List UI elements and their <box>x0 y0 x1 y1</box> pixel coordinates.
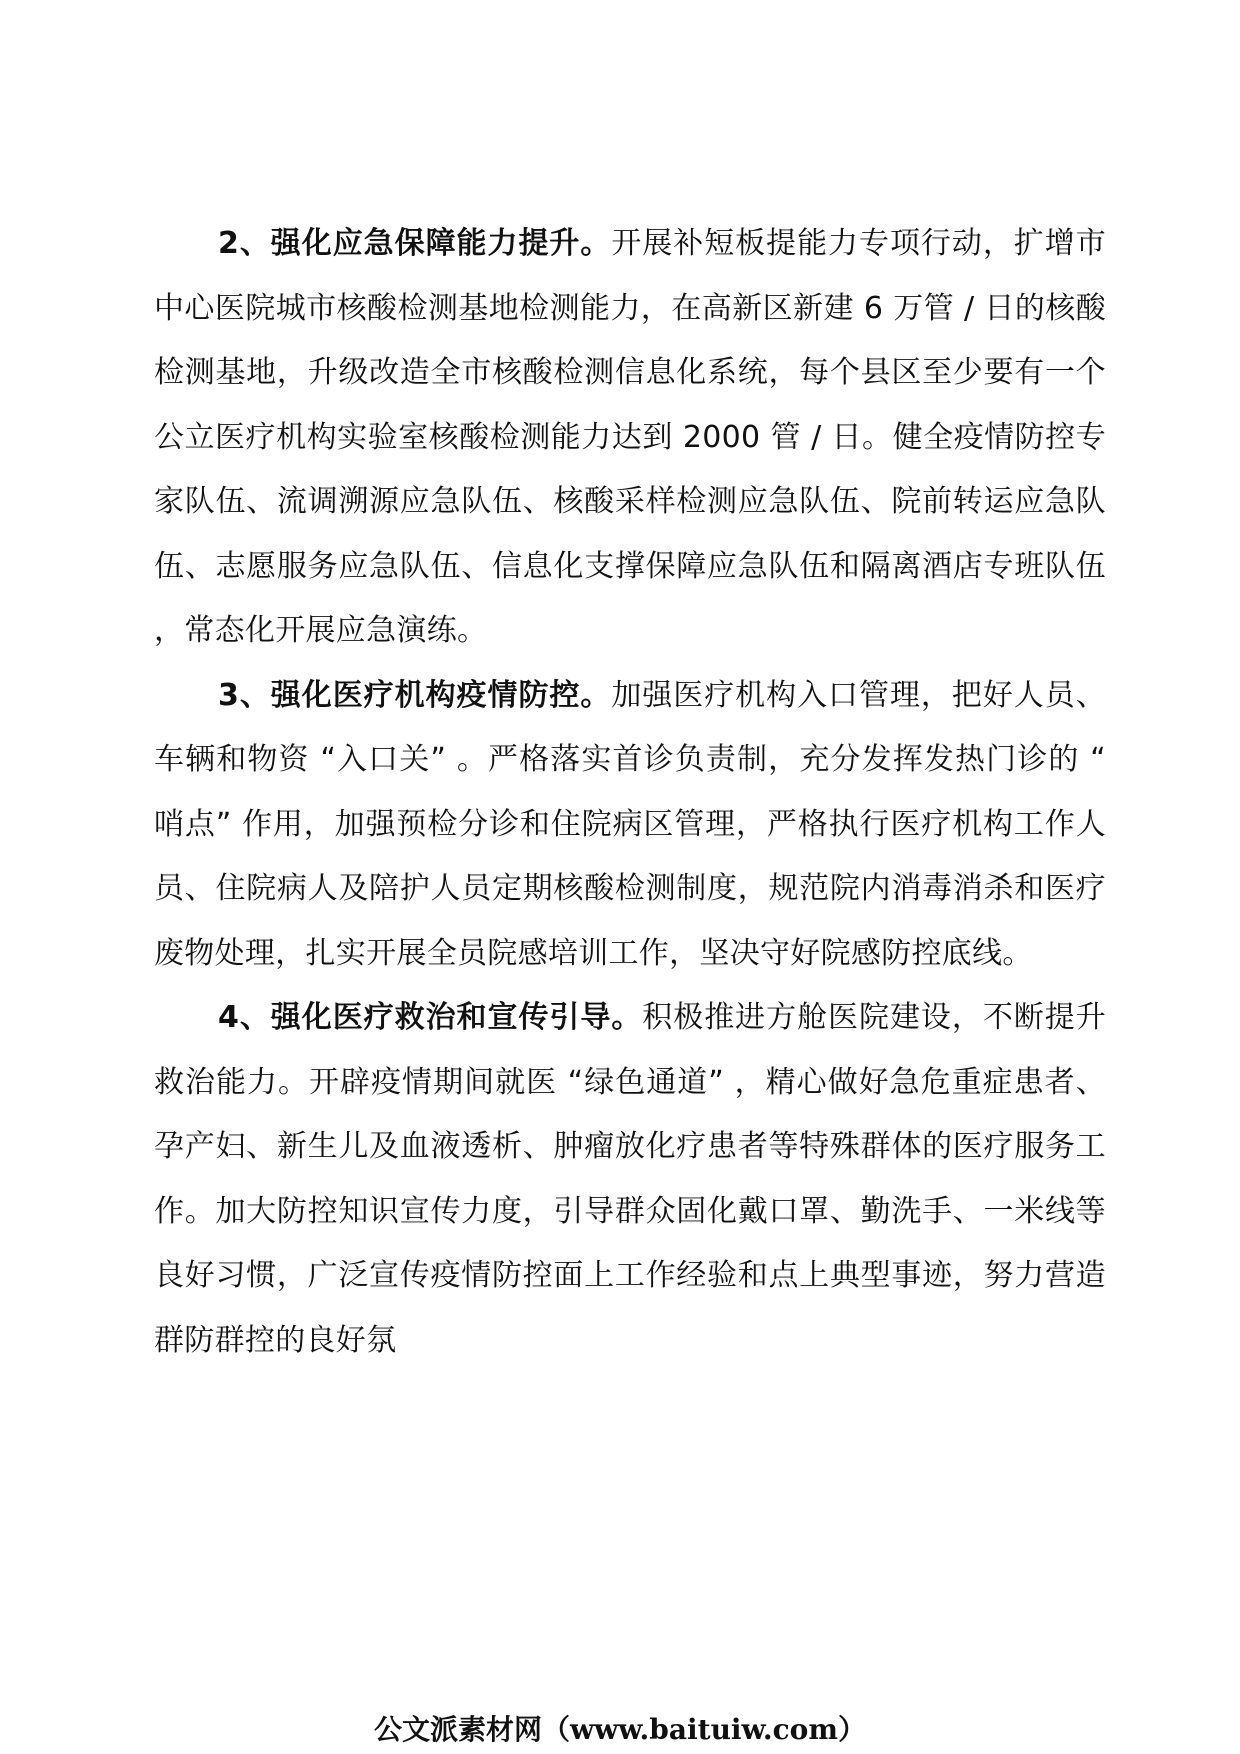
footer-watermark: 公文派素材网（www.baituiw.com） <box>374 1713 866 1746</box>
paragraph-text: 加强医疗机构入口管理，把好人员、车辆和物资 “入口关” 。严格落实首诊负责制，充分发挥发热门诊的 “哨点” 作用，加强预检分诊和住院病区管理，严格执行医疗机构工作人员、住院病人及陪护人员定期核酸检测制度，规范院内消毒消杀和医疗废物处理，扎实开展全员院感培训工作，坚决守好院感防控底线。 <box>154 677 1106 971</box>
paragraph-text: 积极推进方舱医院建设，不断提升救治能力。开辟疫情期间就医 “绿色通道” ，精心做好急危重症患者、孕产妇、新生儿及血液透析、肿瘤放化疗患者等特殊群体的医疗服务工作。加大防控知识宣传力度，引导群众固化戴口罩、勤洗手、一米线等良好习惯，广泛宣传疫情防控面上工作经验和点上典型事迹，努力营造群防群控的良好氛 <box>154 1000 1107 1358</box>
document-body <box>154 212 1106 1373</box>
paragraph-heading: 3、强化医疗机构疫情防控。 <box>218 677 612 713</box>
paragraph-treatment-publicity <box>154 986 1106 1373</box>
paragraph-medical-institution-control <box>154 664 1106 987</box>
paragraph-heading: 4、强化医疗救治和宣传引导。 <box>218 1000 643 1035</box>
paragraph-text: 开展补短板提能力专项行动，扩增市中心医院城市核酸检测基地检测能力，在高新区新建 6 万管 / 日的核酸检测基地，升级改造全市核酸检测信息化系统，每个县区至少要有一个公立医疗机构实验室核酸检测能力达到 2000 管 / 日。健全疫情防控专家队伍、流调溯源应急队伍、核酸采样检测应急队伍、院前转运应急队伍、志愿服务应急队伍、信息化支撑保障应急队伍和隔离酒店专班队伍，常态化开展应急演练。 <box>154 226 1106 648</box>
paragraph-emergency-support <box>154 212 1106 664</box>
paragraph-heading: 2、强化应急保障能力提升。 <box>218 226 612 261</box>
